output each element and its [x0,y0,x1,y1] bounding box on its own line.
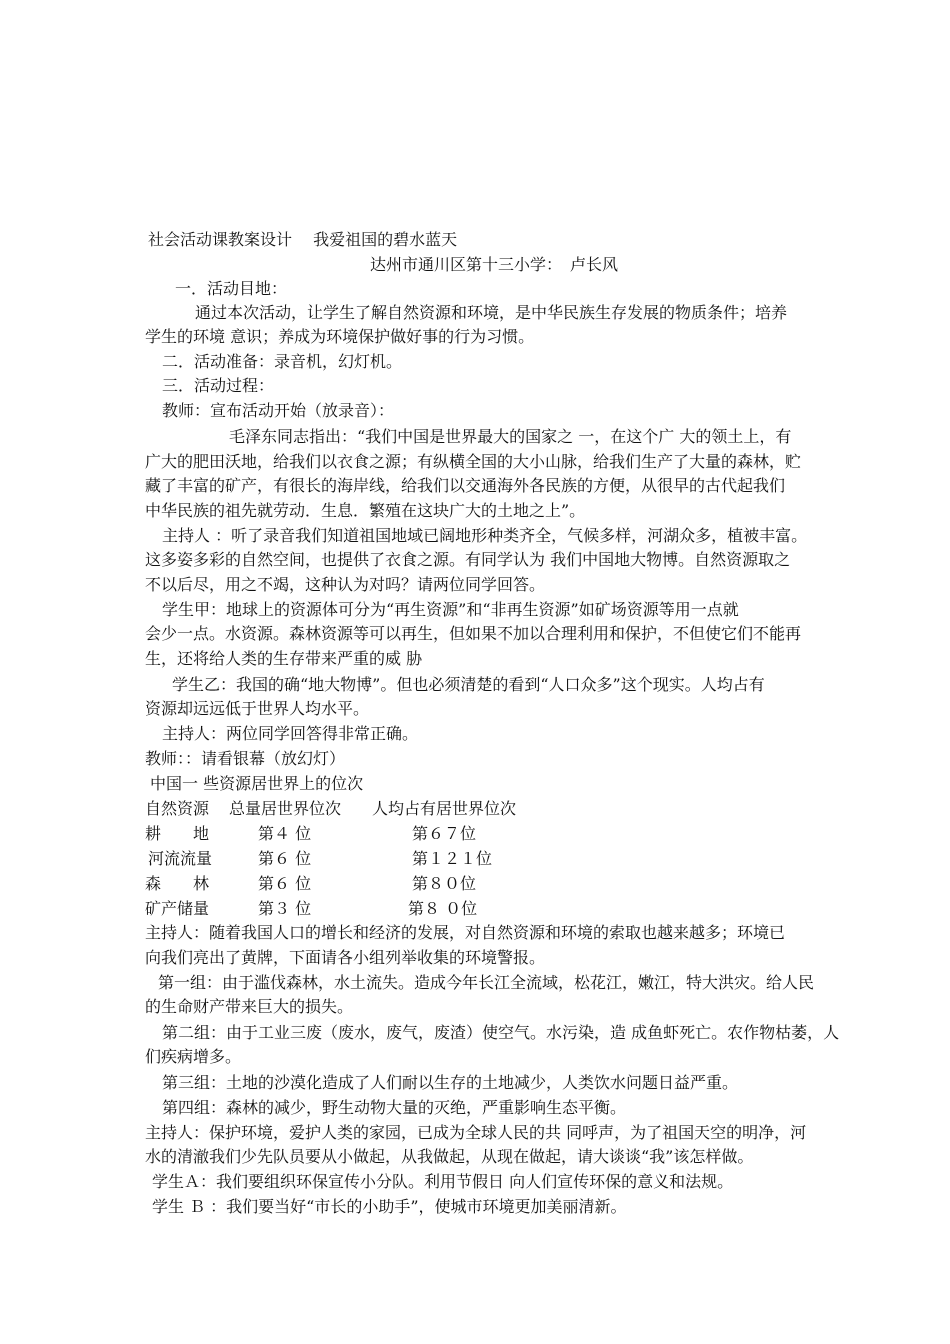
goal-text-line: 学生的环境 意识；养成为环境保护做好事的行为习惯。 [145,327,535,346]
table-cell: 耕 地 [145,824,210,843]
goal-text-line: 通过本次活动，让学生了解自然资源和环境，是中华民族生存发展的物质条件；培养 [195,303,788,322]
host-line: 向我们亮出了黄牌，下面请各小组列举收集的环境警报。 [145,948,546,967]
group-1-line: 的生命财产带来巨大的损失。 [145,997,354,1016]
group-2-line: 第二组：由于工业三废（废水，废气，废渣）使空气。水污染，造 成鱼虾死亡。农作物枯萎，人 [162,1023,840,1042]
teacher-slide-line: 教师：：请看银幕（放幻灯） [145,749,346,768]
student-b-line: 学生 Ｂ ：我们要当好“市长的小助手”，使城市环境更加美丽清新。 [152,1197,627,1216]
host-line: 水的清澈我们少先队员要从小做起，从我做起，从现在做起，请大谈谈“我”该怎样做。 [145,1147,754,1166]
quote-line: 广大的肥田沃地，给我们以衣食之源；有纵横全国的大小山脉，给我们生产了大量的森林，贮 [145,452,802,471]
group-3-line: 第三组：土地的沙漠化造成了人们耐以生存的土地减少，人类饮水问题日益严重。 [162,1073,739,1092]
group-1-line: 第一组：由于滥伐森林，水土流失。造成今年长江全流域，松花江，嫩江，特大洪灾。给人民 [158,973,815,992]
table-cell: 第３ 位 [258,899,312,918]
quote-line: 毛泽东同志指出：“我们中国是世界最大的国家之 一，在这个广 大的领土上，有 [229,427,792,446]
table-header-resource: 自然资源 [145,799,210,818]
group-4-line: 第四组：森林的减少，野生动物大量的灭绝，严重影响生态平衡。 [162,1098,627,1117]
author-line: 达州市通川区第十三小学： 卢长风 [370,255,619,274]
student-yi-line: 资源却远远低于世界人均水平。 [145,699,370,718]
group-2-line: 们疾病增多。 [145,1047,242,1066]
table-cell: 第６ 位 [258,874,312,893]
student-jia-line: 学生甲：地球上的资源体可分为“再生资源”和“非再生资源”如矿场资源等用一点就 [162,600,739,619]
process-heading: 三．活动过程： [162,376,275,395]
host-line: 主持人：保护环境，爱护人类的家园，已成为全球人民的共 同呼声，为了祖国天空的明净，河 [145,1123,807,1142]
table-cell: 河流流量 [148,849,213,868]
table-cell: 第８０位 [412,874,477,893]
table-cell: 第１２１位 [412,849,493,868]
table-cell: 第８ ０位 [408,899,478,918]
table-header-total-rank: 总量居世界位次 [229,799,342,818]
table-header-per-capita-rank: 人均占有居世界位次 [372,799,517,818]
quote-line: 藏了丰富的矿产，有很长的海岸线，给我们以交通海外各民族的方便，从很早的古代起我们 [145,476,786,495]
table-cell: 森 林 [145,874,210,893]
document-title: 社会活动课教案设计 我爱祖国的碧水蓝天 [148,230,458,249]
goal-heading: 一．活动目地： [175,279,288,298]
quote-line: 中华民族的祖先就劳动．生息．繁殖在这块广大的土地之上”。 [145,501,586,520]
teacher-start-line: 教师：宣布活动开始（放录音）： [162,401,395,420]
table-cell: 第６ 位 [258,849,312,868]
host-line: 主持人 ：听了录音我们知道祖国地域已阔地形种类齐全，气候多样，河湖众多，植被丰富。 [162,526,808,545]
host-line: 不以后尽，用之不竭，这种认为对吗？请两位同学回答。 [145,575,546,594]
table-cell: 矿产储量 [145,899,210,918]
preparation-line: 二．活动准备：录音机，幻灯机。 [162,352,403,371]
student-jia-line: 会少一点。水资源。森林资源等可以再生，但如果不加以合理利用和保护，不但使它们不能再 [145,624,802,643]
host-line: 主持人：随着我国人口的增长和经济的发展，对自然资源和环境的索取也越来越多；环境已 [145,923,786,942]
host-confirm-line: 主持人：两位同学回答得非常正确。 [162,724,419,743]
student-a-line: 学生Ａ：我们要组织环保宣传小分队。利用节假日 向人们宣传环保的意义和法规。 [152,1172,734,1191]
table-cell: 第６７位 [412,824,477,843]
student-jia-line: 生，还将给人类的生存带来严重的威 胁 [145,649,423,668]
host-line: 这多姿多彩的自然空间，也提供了衣食之源。有同学认为 我们中国地大物博。自然资源取之 [145,550,791,569]
table-title: 中国一 些资源居世界上的位次 [150,774,364,793]
table-cell: 第４ 位 [258,824,312,843]
student-yi-line: 学生乙：我国的确“地大物博”。但也必须清楚的看到“人口众多”这个现实。人均占有 [172,675,765,694]
